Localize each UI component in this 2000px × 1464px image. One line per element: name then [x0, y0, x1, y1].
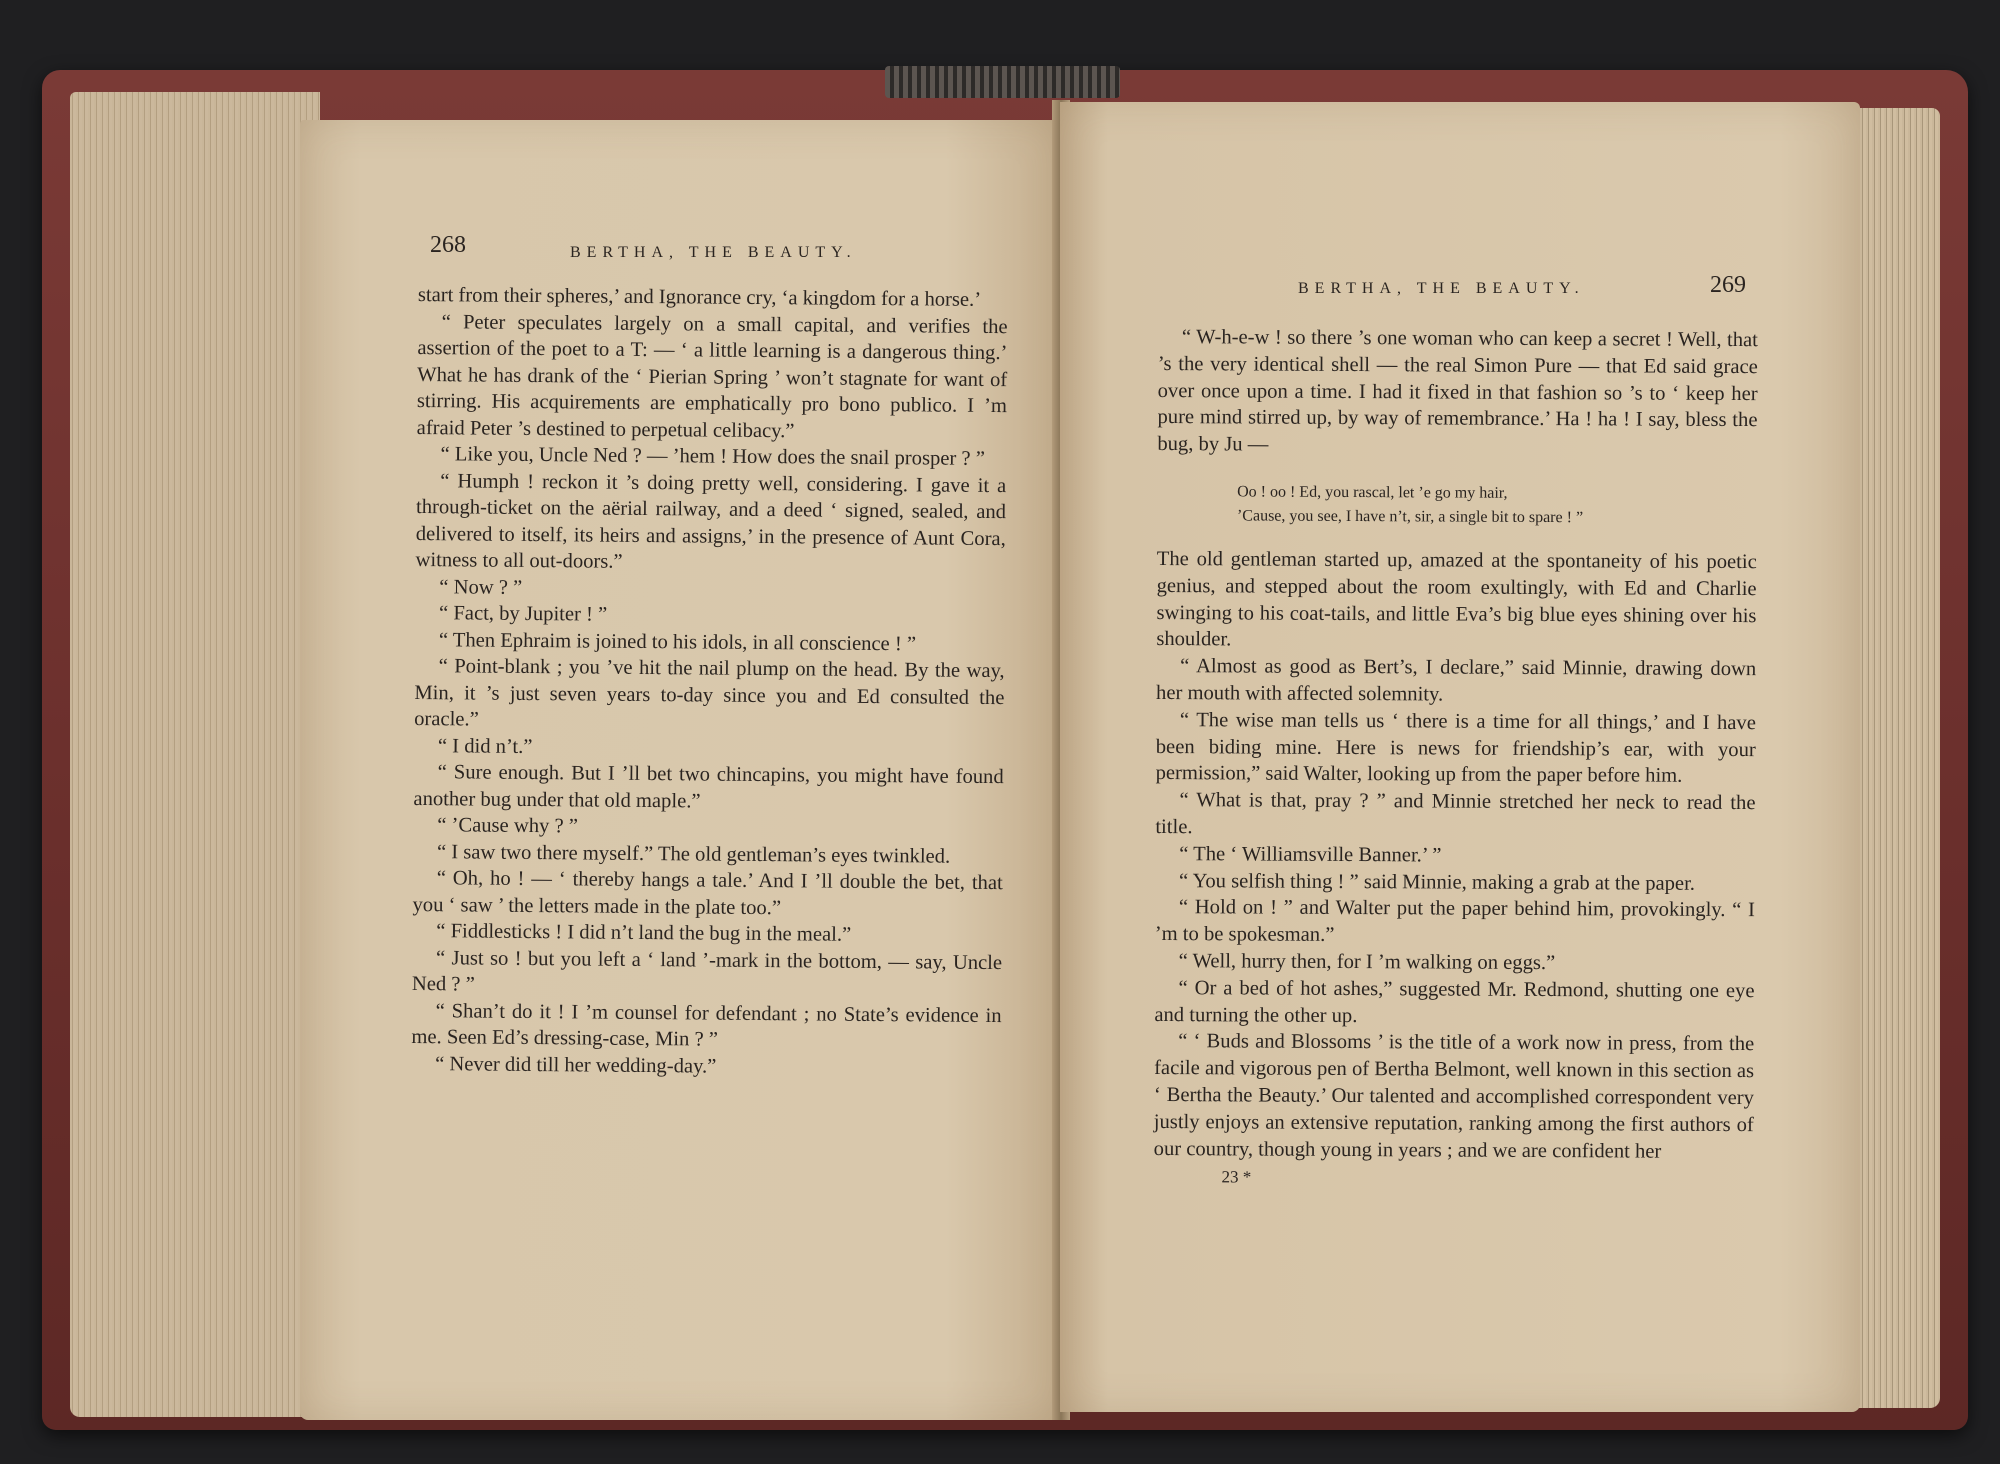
running-head: BERTHA, THE BEAUTY. [1298, 280, 1585, 297]
paragraph: “ ’Cause why ? ” [437, 814, 579, 838]
left-page-edges [70, 92, 320, 1417]
right-page-body [1153, 324, 1758, 1194]
paragraph: “ Now ? ” [439, 575, 523, 599]
paragraph: “ Humph ! reckon it ’s doing pretty well, considering. I gave it a through-ticket on the aërial railway, and a deed ‘ signed, sealed, and delivered to itself, its heirs and assigns,’ in the presence of Aunt Cora, witness to all out-doors.” [415, 469, 1007, 573]
left-page-body [411, 282, 1008, 1082]
paragraph: “ Well, hurry then, for I ’m walking on eggs.” [1178, 950, 1556, 975]
left-page [300, 120, 1060, 1420]
paragraph: “ Then Ephraim is joined to his idols, in all conscience ! ” [438, 628, 917, 655]
paragraph: “ ‘ Buds and Blossoms ’ is the title of a work now in press, from the facile and vigorous pen of Bertha Belmont, well known in this section as ‘ Bertha the Beauty.’ Our talented and accomplished correspondent very justly enjoys an extensive reputation, ranking among the first authors of our country, though young in years ; and we are confident her [1153, 1030, 1755, 1163]
signature-mark: 23 * [1221, 1167, 1252, 1187]
paragraph: “ What is that, pray ? ” and Minnie stretched her neck to read the title. [1155, 789, 1756, 839]
paragraph: “ Point-blank ; you ’ve hit the nail plump on the head. By the way, Min, it ’s just seven years to-day since you and Ed consulted the oracle.” [414, 655, 1005, 731]
paragraph: “ You selfish thing ! ” said Minnie, making a grab at the paper. [1179, 869, 1696, 895]
paragraph: “ Sure enough. But I ’ll bet two chincapins, you might have found another bug under that old maple.” [413, 761, 1004, 812]
paragraph: “ Fiddlesticks ! I did n’t land the bug in the meal.” [436, 920, 852, 946]
verse-line: ’Cause, you see, I have n’t, sir, a single bit to spare ! ” [1236, 507, 1584, 527]
page-number: 269 [1710, 272, 1746, 298]
paragraph: The old gentleman started up, amazed at the spontaneity of his poetic genius, and stepped about the room exultingly, with Ed and Charlie swinging to his coat-tails, and little Eva’s big blue eyes shining over his shoulder. [1156, 547, 1757, 651]
paragraph: “ Just so ! but you left a ‘ land ’-mark in the bottom, — say, Uncle Ned ? ” [411, 946, 1003, 996]
paragraph: “ Peter speculates largely on a small capital, and verifies the assertion of the poet to a T: — ‘ a little learning is a dangerous thing.’ What he has drank of the ‘ Pierian Spring ’ won’t stagnate for want of stirring. His acquirements are emphatically pro bono publico. I ’m afraid Peter ’s destined to perpetual celibacy.” [416, 310, 1008, 442]
paragraph: “ I did n’t.” [437, 734, 533, 758]
paragraph: “ Oh, ho ! — ‘ thereby hangs a tale.’ And I ’ll double the bet, that you ‘ saw ’ the letters made in the plate too.” [412, 867, 1003, 919]
paragraph: start from their spheres,’ and Ignorance cry, ‘a kingdom for a horse.’ [417, 283, 982, 311]
paragraph: “ Never did till her wedding-day.” [435, 1052, 717, 1078]
running-head: BERTHA, THE BEAUTY. [570, 244, 857, 261]
spine-binding [885, 66, 1120, 98]
paragraph: “ Almost as good as Bert’s, I declare,” said Minnie, drawing down her mouth with affected solemnity. [1156, 655, 1757, 706]
paragraph: “ Hold on ! ” and Walter put the paper behind him, provokingly. “ I ’m to be spokesman.” [1154, 896, 1755, 947]
paragraph: “ Shan’t do it ! I ’m counsel for defendant ; no State’s evidence in me. Seen Ed’s dressing-case, Min ? ” [411, 999, 1002, 1051]
paragraph: “ The ‘ Williamsville Banner.’ ” [1179, 842, 1442, 867]
paragraph: “ I saw two there myself.” The old gentleman’s eyes twinkled. [436, 840, 951, 868]
paragraph: “ Like you, Uncle Ned ? — ’hem ! How does the snail prosper ? ” [440, 443, 985, 470]
verse [1237, 480, 1757, 531]
paragraph: “ Fact, by Jupiter ! ” [439, 602, 608, 626]
paragraph: “ The wise man tells us ‘ there is a time for all things,’ and I have been biding mine. Here is news for friendship’s ear, with your permission,” said Walter, looking up from the paper before him. [1155, 708, 1756, 788]
right-page [1060, 102, 1860, 1412]
paragraph: “ W-h-e-w ! so there ’s one woman who can keep a secret ! Well, that ’s the very identical shell — the real Simon Pure — that Ed said grace over once upon a time. I had it fixed in that fashion so ’s to ‘ keep her pure mind stirred up, by way of remembrance.’ Ha ! ha ! I say, bless the bug, by Ju — [1157, 326, 1758, 456]
paragraph: “ Or a bed of hot ashes,” suggested Mr. Redmond, shutting one eye and turning the other up. [1154, 976, 1755, 1027]
page-number: 268 [430, 232, 466, 258]
verse-line: Oo ! oo ! Ed, you rascal, let ’e go my hair, [1237, 483, 1508, 502]
